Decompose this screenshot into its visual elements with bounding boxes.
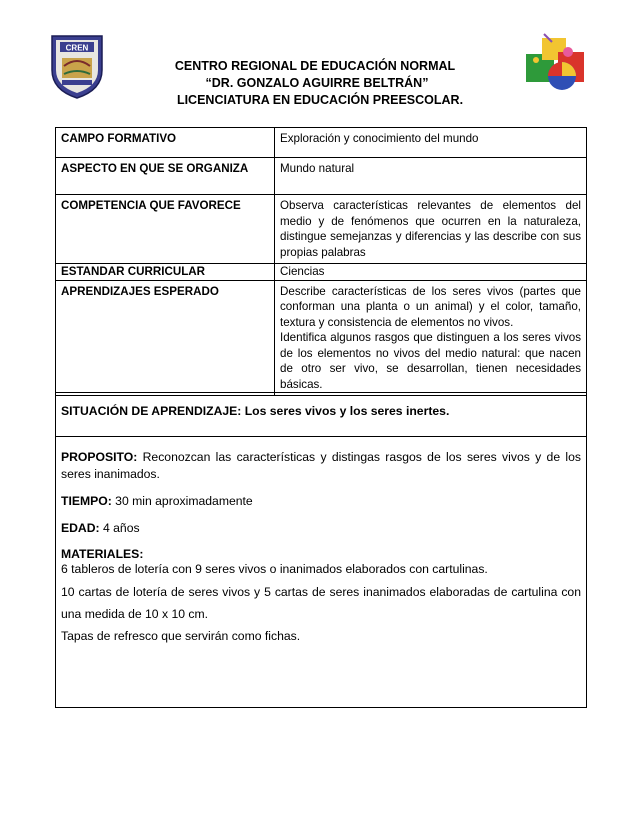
proposito-label: PROPOSITO: [61, 450, 138, 464]
planning-info-table [55, 127, 587, 396]
cren-shield-logo [46, 30, 108, 100]
table-row [56, 128, 587, 158]
proposito-paragraph [61, 449, 581, 483]
row-value-aspecto: Mundo natural [275, 158, 587, 195]
table-row [56, 280, 587, 396]
row-label-aspecto: ASPECTO EN QUE SE ORGANIZA [56, 158, 275, 195]
toy-blocks-logo-icon [522, 30, 588, 94]
table-row [56, 195, 587, 264]
proposito-text: Reconozcan las características y distingas rasgos de los seres vivos y de los seres inanimados. [61, 450, 581, 481]
header-title-block [110, 58, 520, 109]
header-line-program: LICENCIATURA EN EDUCACIÓN PREESCOLAR. [176, 93, 464, 107]
logo-left-text: CREN [65, 43, 89, 53]
row-label-competencia: COMPETENCIA QUE FAVORECE [56, 195, 275, 264]
table-row [56, 158, 587, 195]
table-row [56, 264, 587, 281]
tiempo-label: TIEMPO: [61, 494, 112, 508]
row-label-estandar: ESTANDAR CURRICULAR [56, 264, 275, 281]
row-label-aprendizajes: APRENDIZAJES ESPERADO [56, 280, 275, 396]
document-header [0, 0, 638, 120]
row-value-campo-formativo: Exploración y conocimiento del mundo [275, 128, 587, 158]
aprendizaje-item: Describe características de los seres vivos (partes que conforman una planta o un animal) y el color, tamaño, textura y consistencia de elementos no vivos. [280, 284, 581, 329]
edad-text: 4 años [99, 521, 140, 535]
row-value-competencia: Observa características relevantes de elementos del medio y de fenómenos que ocurren en la naturaleza, distingue semejanzas y diferencias y las describe con sus propias palabras [275, 195, 587, 264]
material-item: 6 tableros de lotería con 9 seres vivos o inanimados elaborados con cartulinas. [61, 562, 488, 576]
row-value-aprendizajes [275, 280, 587, 396]
edad-label: EDAD: [61, 521, 100, 535]
tiempo-paragraph [61, 493, 581, 510]
row-value-estandar: Ciencias [275, 264, 587, 281]
material-item: Tapas de refresco que servirán como fichas. [61, 629, 301, 643]
edad-paragraph [61, 520, 581, 537]
row-label-campo-formativo: CAMPO FORMATIVO [56, 128, 275, 158]
aprendizaje-item: Identifica algunos rasgos que distinguen a los seres vivos de los elementos no vivos del medio natural: que nacen de otro ser vivo, se desarrollan, tienen necesidades básicas. [280, 331, 581, 391]
materiales-label: MATERIALES: [61, 547, 144, 561]
activity-details [55, 436, 587, 708]
tiempo-text: 30 min aproximadamente [111, 494, 253, 508]
header-line-institution: CENTRO REGIONAL DE EDUCACIÓN NORMAL [174, 59, 456, 73]
situacion-aprendizaje: SITUACIÓN DE APRENDIZAJE: Los seres vivos y los seres inertes. [55, 392, 587, 437]
header-line-name: “DR. GONZALO AGUIRRE BELTRÁN” [205, 76, 429, 90]
material-item: 10 cartas de lotería de seres vivos y 5 cartas de seres inanimados elaboradas de cartulina con una medida de 10 x 10 cm. [61, 585, 581, 621]
